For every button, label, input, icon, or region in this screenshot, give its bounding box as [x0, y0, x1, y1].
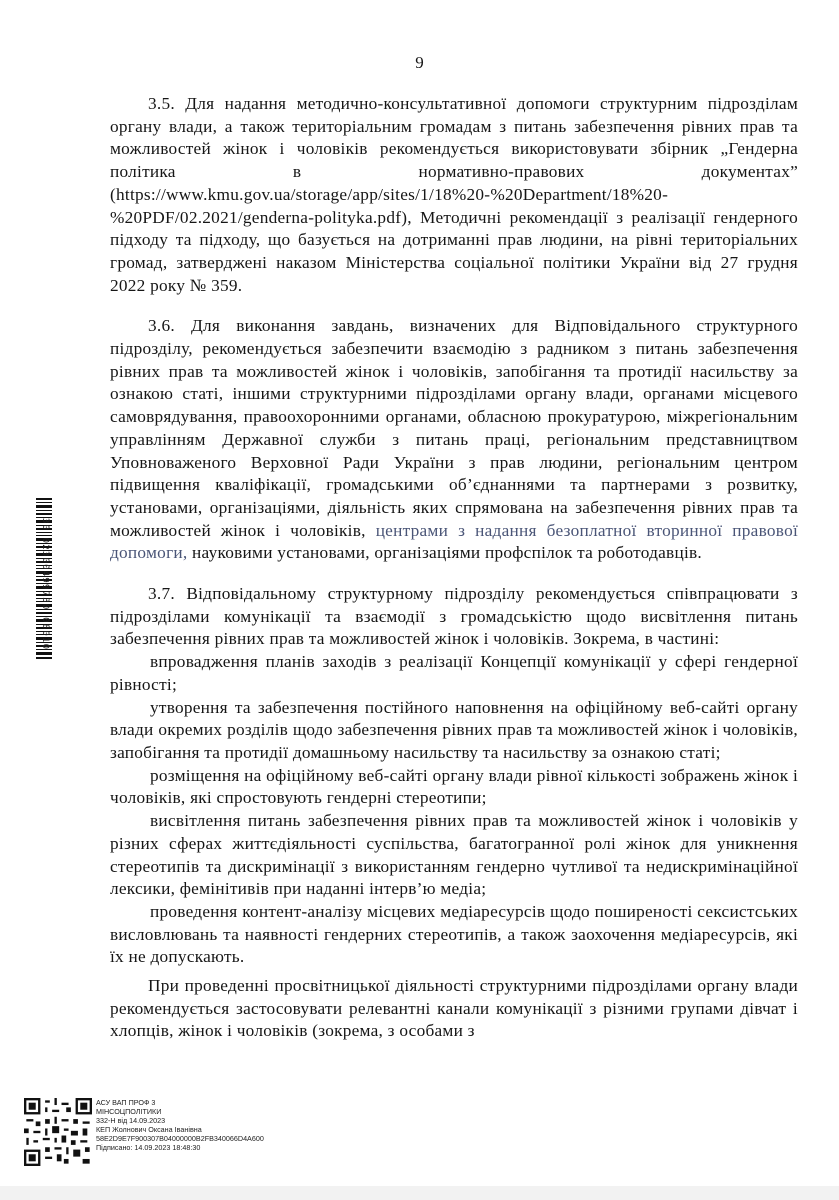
- electronic-signature-stamp: [96, 1098, 396, 1152]
- stamp-signed-date: Підписано: 14.09.2023 18:48:30: [96, 1143, 201, 1152]
- paragraph-3-6-tail: науковими установами, організаціями профспілок та роботодавців.: [187, 543, 702, 563]
- legal-aid-centers-text: центрами з надання безоплатної вторинної правової допомоги,: [110, 520, 799, 563]
- list-item: утворення та забезпечення постійного наповнення на офіційному веб-сайті органу влади окремих розділів щодо забезпечення рівних прав та можливостей жінок і чоловіків, запобігання та протидії домашньому насильству та насильству за ознакою статі;: [110, 697, 798, 762]
- stamp-line: АСУ ВАП ПРОФ 3: [96, 1098, 156, 1107]
- stamp-signer: КЕП Жолнович Оксана Іванівна: [96, 1125, 202, 1134]
- list-item: впровадження планів заходів з реалізації Концепції комунікації у сфері гендерної рівності;: [110, 652, 798, 694]
- list-item: розміщення на офіційному веб-сайті органу влади рівної кількості зображень жінок і чоловіків, які спростовують гендерні стереотипи;: [110, 765, 798, 808]
- stamp-line: МІНСОЦПОЛІТИКИ: [96, 1107, 162, 1116]
- stamp-certificate: 58E2D9E7F900307B04000000B2FB340066D4A600: [96, 1134, 264, 1143]
- page-number: 9: [415, 53, 424, 72]
- scan-bottom-edge: [0, 1186, 839, 1200]
- qr-code-icon: [24, 1098, 92, 1166]
- registration-code: 30 02300499730 08010: [40, 517, 50, 651]
- stamp-line: 332-Н від 14.09.2023: [96, 1116, 166, 1125]
- list-item: висвітлення питань забезпечення рівних прав та можливостей жінок і чоловіків у різних сферах життєдіяльності суспільства, багатогранної ролі жінок для уникнення стереотипів та дискримінації з використанням гендерно чутливої та недискримінаційної лексики, фемінітивів при наданні інтерв’ю медіа;: [110, 811, 798, 899]
- registration-barcode: [22, 490, 64, 690]
- paragraph-3-6: [110, 315, 798, 565]
- document-body: [110, 93, 798, 1043]
- list-item: проведення контент-аналізу місцевих медіаресурсів щодо поширеності сексистських висловлювань та наявності гендерних стереотипів, а також заохочення медіаресурсів, які їх не допускають.: [110, 901, 798, 967]
- paragraph-3-5: 3.5. Для надання методично-консультативної допомоги структурним підрозділам органу влади, а також територіальним громадам з питань забезпечення рівних прав та можливостей жінок і чоловіків рекомендується використовувати збірник „Гендерна політика в нормативно-правових документах” (https://www.kmu.gov.ua/storage/app/sites/1/18%20-%20Department/18%20-%20PDF/02.2021/genderna-polityka.pdf), Методичні рекомендації з реалізації гендерного підходу та підходу, що базується на дотриманні прав людини, на рівні територіальних громад, затверджені наказом Міністерства соціальної політики України від 27 грудня 2022 року № 359.: [110, 94, 798, 295]
- paragraph-3-7: 3.7. Відповідальному структурному підрозділу рекомендується співпрацювати з підрозділами комунікації та взаємодії з громадськістю щодо висвітлення питань забезпечення рівних прав та можливостей жінок і чоловіків. Зокрема, в частині:: [110, 584, 798, 649]
- paragraph-final: При проведенні просвітницької діяльності структурними підрозділами органу влади рекомендується застосовувати релевантні канали комунікації з різними групами дівчат і хлопців, жінок і чоловіків (зокрема, з особами з: [110, 976, 798, 1041]
- paragraph-3-6-text: 3.6. Для виконання завдань, визначених для Відповідального структурного підрозділу, рекомендується забезпечити взаємодію з радником з питань забезпечення рівних прав та можливостей жінок і чоловіків, запобігання та протидії насильству за ознакою статі, іншими структурними підрозділами органу влади, органами місцевого самоврядування, правоохоронними органами, обласною прокуратурою, міжрегіональним управлінням Державної служби з питань праці, регіональним представництвом Уповноваженого Верховної Ради України з прав людини, регіональним центром підвищення кваліфікації, громадськими об’єднаннями та партнерами з розвитку, установами, організаціями, діяльність яких спрямована на забезпечення рівних прав та можливостей жінок і чоловіків,: [110, 316, 798, 540]
